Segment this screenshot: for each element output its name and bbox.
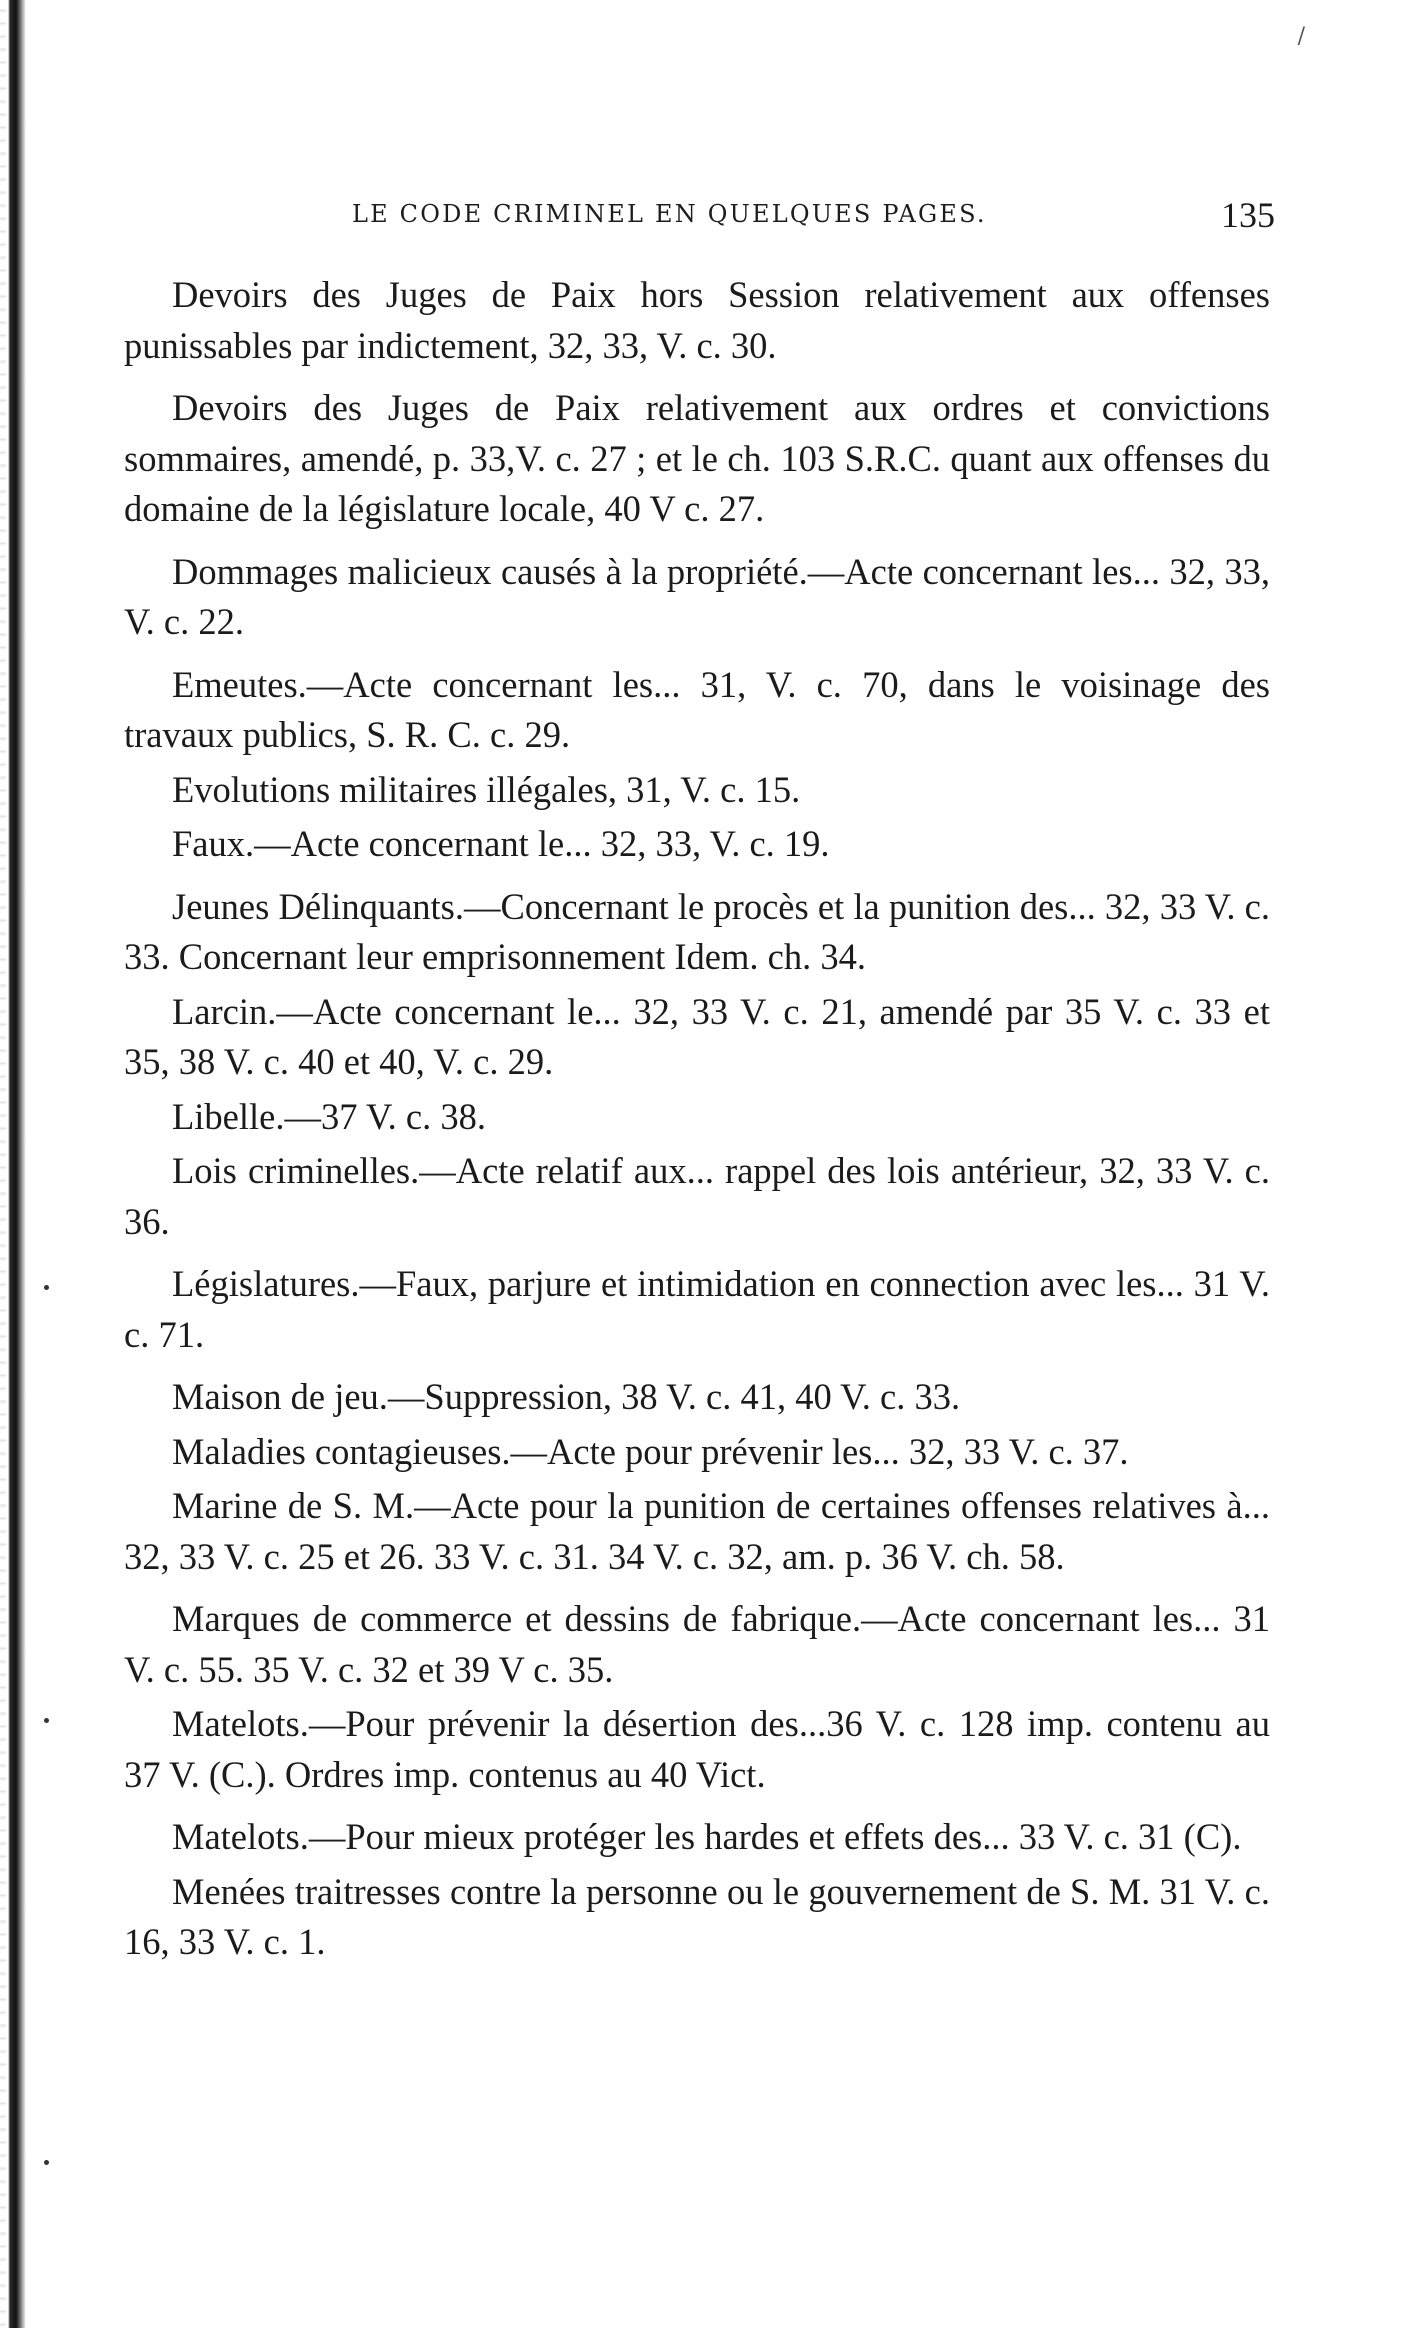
index-entry: Lois criminelles.—Acte relatif aux... rappel des lois antérieur, 32, 33 V. c. 36.	[124, 1150, 1270, 1242]
index-entry: Matelots.—Pour prévenir la désertion des...36 V. c. 128 imp. contenu au 37 V. (C.). Ordres imp. contenus au 40 Vict.	[124, 1703, 1270, 1795]
running-head: LE CODE CRIMINEL EN QUELQUES PAGES.	[352, 200, 987, 228]
margin-speck	[44, 2160, 49, 2165]
margin-mark: /	[1297, 24, 1305, 49]
index-entries	[124, 270, 1270, 1980]
index-entry: Matelots.—Pour mieux protéger les hardes et effets des... 33 V. c. 31 (C).	[172, 1816, 1242, 1857]
margin-speck	[44, 1285, 49, 1290]
index-entry: Marine de S. M.—Acte pour la punition de certaines offenses relatives à... 32, 33 V. c. 25 et 26. 33 V. c. 31. 34 V. c. 32, am. p. 36 V. ch. 58.	[124, 1485, 1270, 1577]
index-entry: Marques de commerce et dessins de fabrique.—Acte concernant les... 31 V. c. 55. 35 V. c. 32 et 39 V c. 35.	[124, 1598, 1270, 1690]
index-entry: Libelle.—37 V. c. 38.	[172, 1095, 486, 1137]
page-number: 135	[1221, 195, 1275, 235]
page-binding-texture	[0, 0, 6, 2328]
index-entry: Evolutions militaires illégales, 31, V. c. 15.	[172, 768, 801, 810]
index-entry: Maladies contagieuses.—Acte pour prévenir les... 32, 33 V. c. 37.	[172, 1430, 1129, 1472]
index-entry: Menées traitresses contre la personne ou le gouvernement de S. M. 31 V. c. 16, 33 V. c. 1.	[124, 1870, 1270, 1962]
index-entry: Devoirs des Juges de Paix hors Session relativement aux offenses punissables par indictement, 32, 33, V. c. 30.	[124, 274, 1270, 366]
index-entry: Maison de jeu.—Suppression, 38 V. c. 41, 40 V. c. 33.	[172, 1376, 961, 1417]
index-entry: Larcin.—Acte concernant le... 32, 33 V. c. 21, amendé par 35 V. c. 33 et 35, 38 V. c. 40 et 40, V. c. 29.	[124, 990, 1270, 1082]
index-entry: Législatures.—Faux, parjure et intimidation en connection avec les... 31 V. c. 71.	[124, 1263, 1270, 1355]
index-entry: Emeutes.—Acte concernant les... 31, V. c. 70, dans le voisinage des travaux publics, S. R. C. c. 29.	[124, 663, 1270, 755]
margin-speck	[44, 1718, 49, 1723]
index-entry: Faux.—Acte concernant le... 32, 33, V. c. 19.	[172, 823, 830, 864]
index-entry: Dommages malicieux causés à la propriété.—Acte concernant les... 32, 33, V. c. 22.	[124, 550, 1270, 642]
page-header	[0, 195, 1405, 238]
index-entry: Devoirs des Juges de Paix relativement aux ordres et convictions sommaires, amendé, p. 33,V. c. 27 ; et le ch. 103 S.R.C. quant aux offenses du domaine de la législature locale, 40 V c. 27.	[124, 387, 1270, 529]
index-entry: Jeunes Délinquants.—Concernant le procès et la punition des... 32, 33 V. c. 33. Concernant leur emprisonnement Idem. ch. 34.	[124, 885, 1270, 977]
